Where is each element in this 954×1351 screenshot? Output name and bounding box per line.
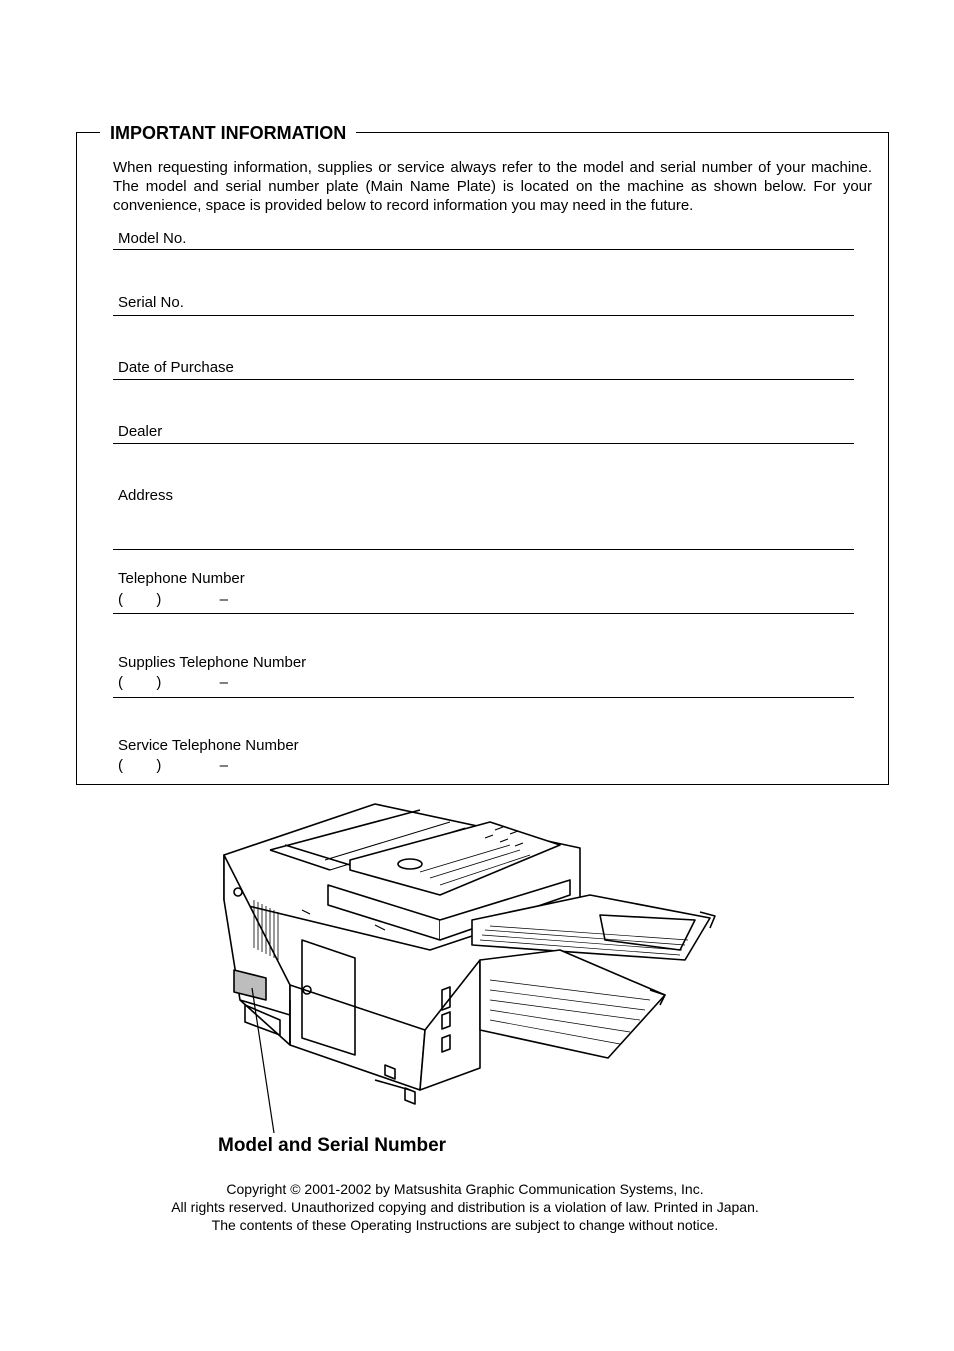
date-of-purchase-label: Date of Purchase xyxy=(118,359,234,376)
dealer-label: Dealer xyxy=(118,423,163,440)
copyright-line-2: All rights reserved. Unauthorized copying and distribution is a violation of law. Printed in Japan. xyxy=(171,1199,759,1215)
service-telephone-label: Service Telephone Number xyxy=(118,737,299,754)
supplies-telephone-label: Supplies Telephone Number xyxy=(118,654,307,671)
copyright-line-3: The contents of these Operating Instructions are subject to change without notice. xyxy=(211,1217,719,1233)
model-no-line xyxy=(113,249,854,250)
serial-no-line xyxy=(113,315,854,316)
telephone-label: Telephone Number xyxy=(118,570,245,587)
address-line xyxy=(113,549,854,550)
model-no-label: Model No. xyxy=(118,230,187,247)
box-title: IMPORTANT INFORMATION xyxy=(100,122,356,144)
copyright-line-1: Copyright © 2001-2002 by Matsushita Graphic Communication Systems, Inc. xyxy=(226,1181,704,1197)
serial-no-label: Serial No. xyxy=(118,294,184,311)
address-label: Address xyxy=(118,487,174,504)
telephone-line xyxy=(113,613,854,614)
dealer-line xyxy=(113,443,854,444)
date-of-purchase-line xyxy=(113,379,854,380)
model-serial-caption: Model and Serial Number xyxy=(218,1135,447,1156)
copyright-notice xyxy=(0,1180,930,1234)
service-telephone-template: ( ) – xyxy=(118,757,229,774)
fax-machine-illustration xyxy=(210,800,730,1135)
telephone-template: ( ) – xyxy=(118,591,229,608)
supplies-telephone-template: ( ) – xyxy=(118,674,229,691)
supplies-telephone-line xyxy=(113,697,854,698)
intro-text: When requesting information, supplies or service always refer to the model and serial number of your machine. The model and serial number plate (Main Name Plate) is located on the machine as shown below. For your convenience, space is provided below to record information you may need in the future. xyxy=(113,159,872,214)
